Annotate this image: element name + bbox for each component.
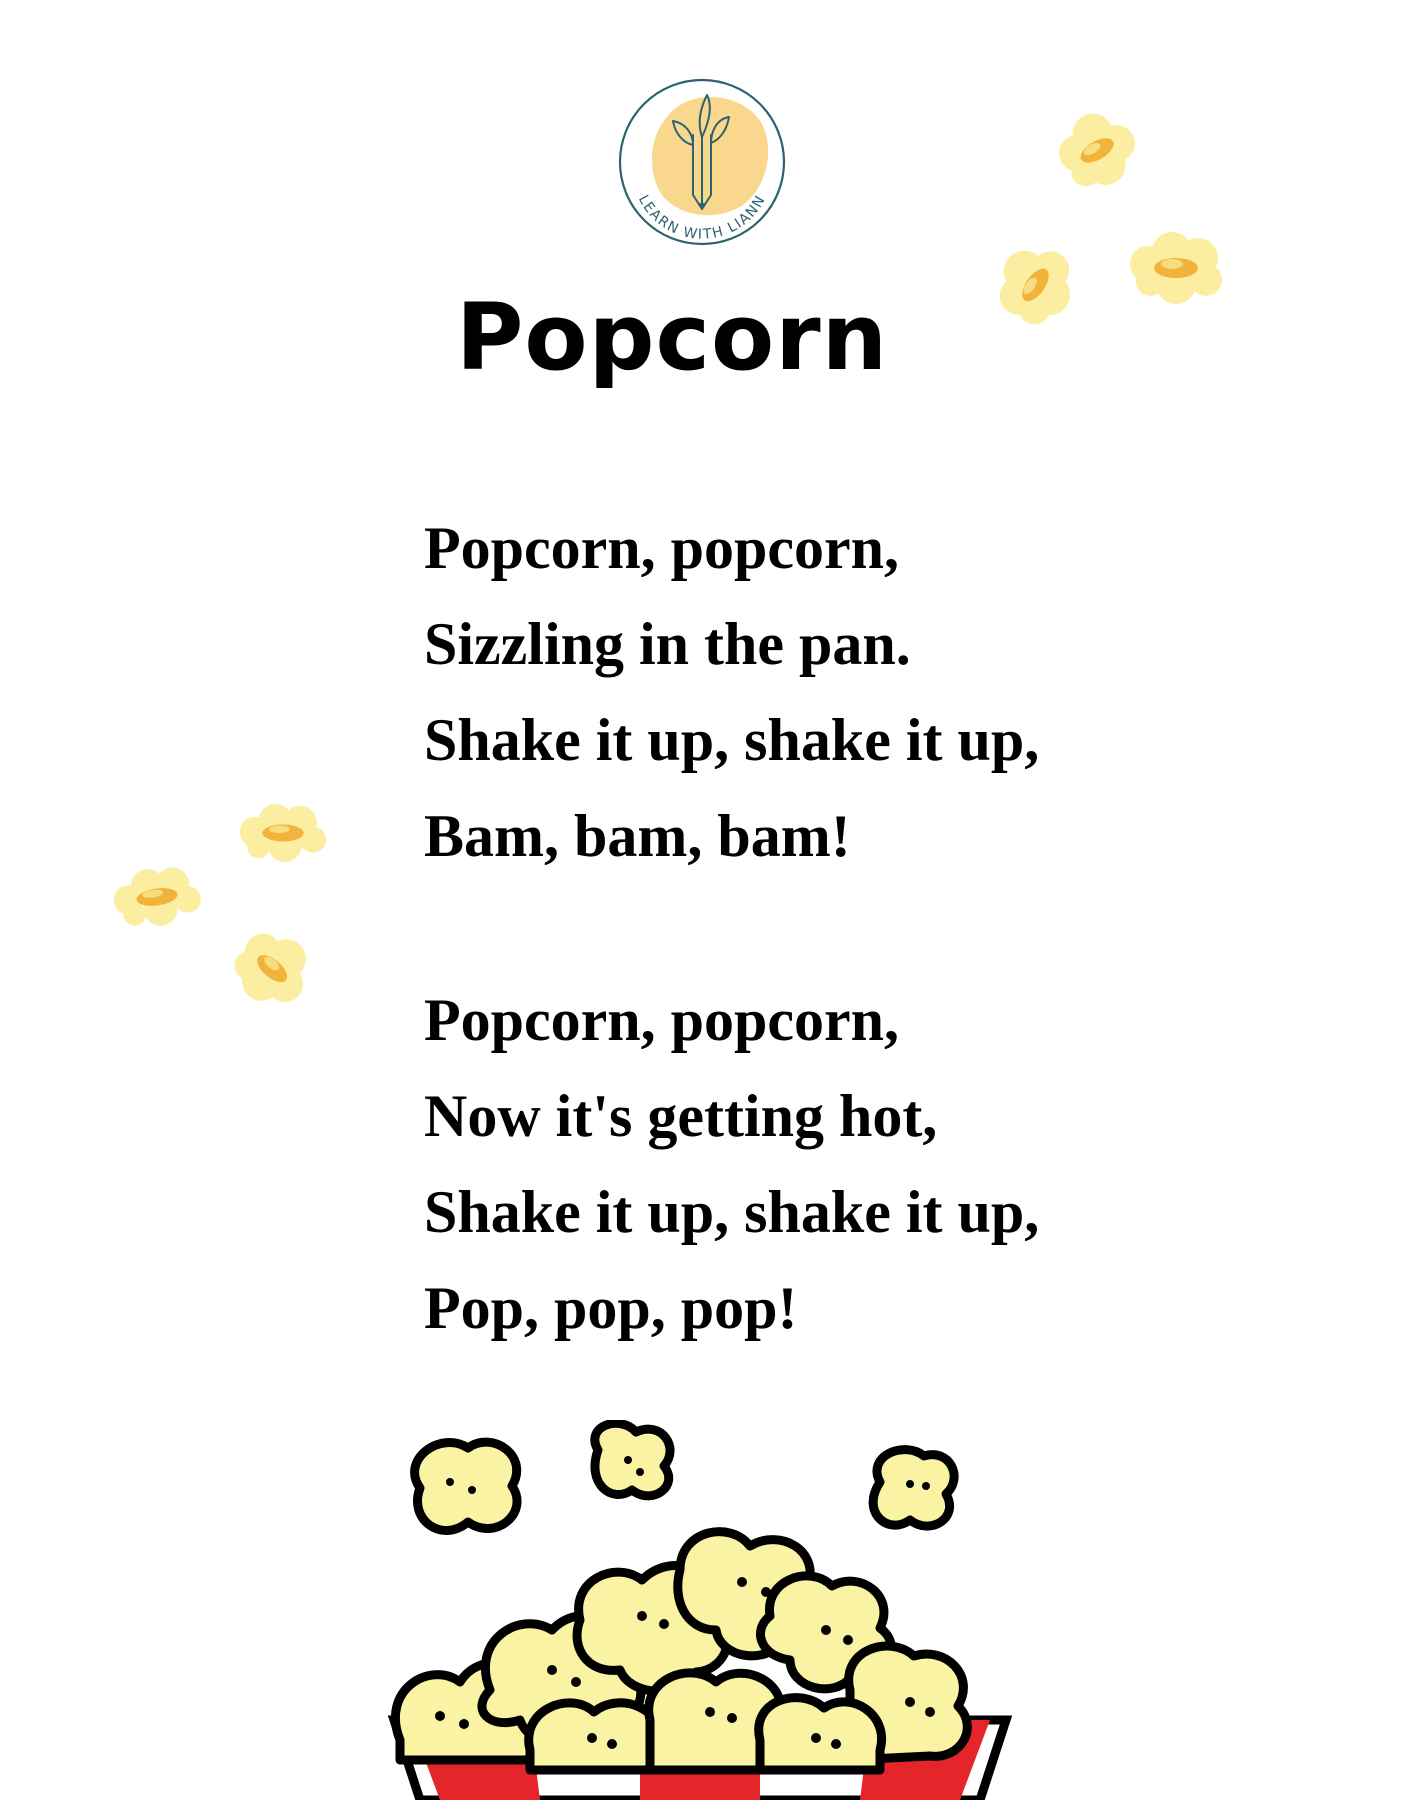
poem-line: Sizzling in the pan. <box>424 611 911 677</box>
stanza-1 <box>424 500 1144 884</box>
popcorn-kernel-icon <box>226 924 316 1016</box>
poem-line: Shake it up, shake it up, <box>424 707 1040 773</box>
poem-line: Now it's getting hot, <box>424 1083 938 1149</box>
page-title: Popcorn <box>456 284 889 391</box>
popcorn-kernel-icon <box>110 864 204 930</box>
poem-line: Pop, pop, pop! <box>424 1275 798 1341</box>
stanza-2 <box>424 972 1144 1356</box>
poem-line: Popcorn, popcorn, <box>424 515 900 581</box>
popcorn-kernel-icon <box>236 800 330 866</box>
popcorn-kernel-icon <box>990 236 1084 336</box>
popcorn-kernel-icon <box>1052 102 1144 202</box>
logo-text: LEARN WITH LIANN <box>634 192 770 243</box>
popcorn-bucket-icon <box>380 1420 1020 1800</box>
poem-line: Shake it up, shake it up, <box>424 1179 1040 1245</box>
poem-body <box>424 500 1144 1444</box>
poem-line: Bam, bam, bam! <box>424 803 851 869</box>
poem-line: Popcorn, popcorn, <box>424 987 900 1053</box>
learn-with-liann-logo <box>617 77 787 252</box>
popcorn-kernel-icon <box>1126 228 1226 308</box>
